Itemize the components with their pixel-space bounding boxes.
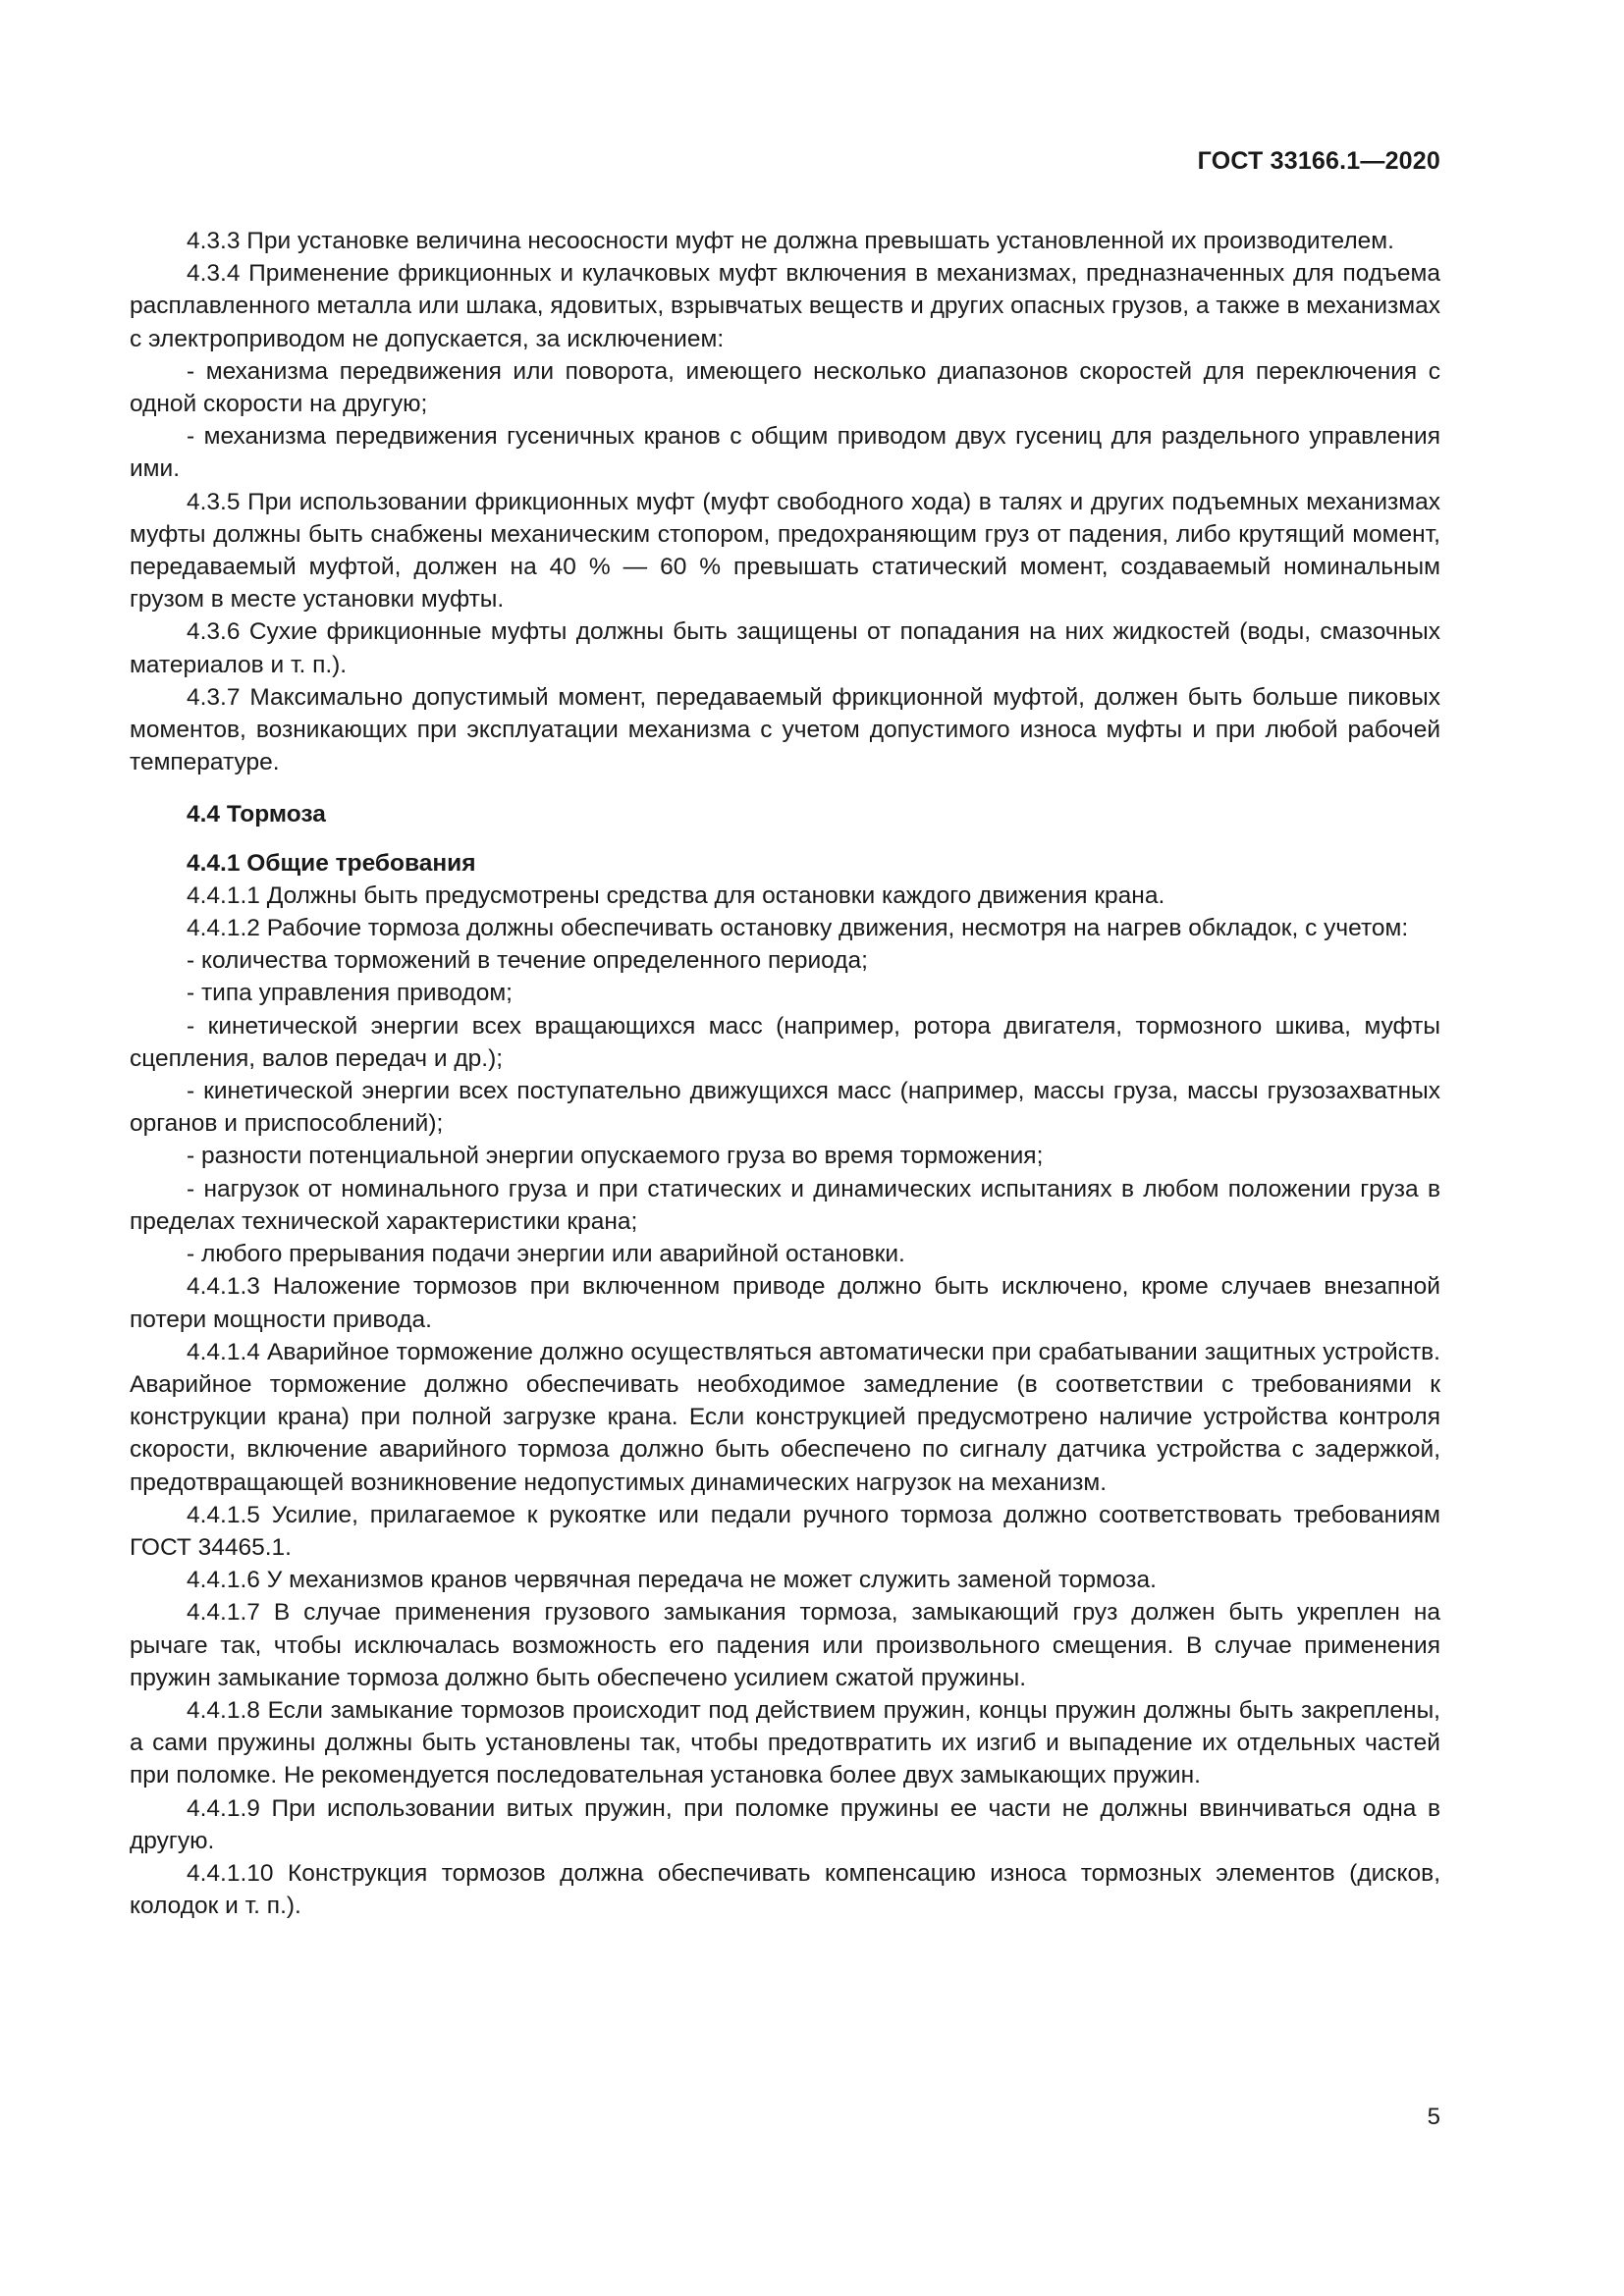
clause-4-4-1-10: 4.4.1.10 Конструкция тормозов должна обеспечивать компенсацию износа тормозных элементов (дисков, колодок и т. п.). xyxy=(130,1859,1440,1920)
section-heading-4-4: 4.4 Тормоза xyxy=(187,801,326,828)
clause-4-4-1-4: 4.4.1.4 Аварийное торможение должно осуществляться автоматически при срабатывании защитных устройств. Аварийное торможение должно обеспечивать необходимое замедление (в соответствии с требованиями к конструкции крана) при полной загрузке крана. Если конструкцией предусмотрено наличие устройства контроля скорости, включение аварийного тормоза должно быть обеспечено по сигналу датчика устройства с задержкой, предотвращающей возникновение недопустимых динамических нагрузок на механизм. xyxy=(130,1338,1440,1496)
page-number: 5 xyxy=(1427,2104,1440,2130)
list-item: - любого прерывания подачи энергии или аварийной остановки. xyxy=(187,1241,905,1268)
list-item: - механизма передвижения гусеничных кранов с общим приводом двух гусениц для раздельного управления ими. xyxy=(130,423,1440,483)
clause-4-3-3: 4.3.3 При установке величина несоосности муфт не должна превышать установленной их производителем. xyxy=(187,228,1394,254)
list-item: - кинетической энергии всех поступательно движущихся масс (например, массы груза, массы грузозахватных органов и приспособлений); xyxy=(130,1078,1440,1138)
clause-4-3-6: 4.3.6 Сухие фрикционные муфты должны быть защищены от попадания на них жидкостей (воды, смазочных материалов и т. п.). xyxy=(130,618,1440,678)
list-item: - типа управления приводом; xyxy=(187,980,513,1007)
list-item: - кинетической энергии всех вращающихся масс (например, ротора двигателя, тормозного шкива, муфты сцепления, валов передач и др.); xyxy=(130,1012,1440,1072)
list-item: - механизма передвижения или поворота, имеющего несколько диапазонов скоростей для переключения с одной скорости на другую; xyxy=(130,357,1440,418)
clause-4-4-1-8: 4.4.1.8 Если замыкание тормозов происходит под действием пружин, концы пружин должны быть закреплены, а сами пружины должны быть установлены так, чтобы предотвратить их изгиб и выпадение их отдельных частей при поломке. Не рекомендуется последовательная установка более двух замыкающих пружин. xyxy=(130,1696,1440,1789)
clause-4-4-1-3: 4.4.1.3 Наложение тормозов при включенном приводе должно быть исключено, кроме случаев внезапной потери мощности привода. xyxy=(130,1273,1440,1333)
clause-4-4-1-2: 4.4.1.2 Рабочие тормоза должны обеспечивать остановку движения, несмотря на нагрев обкладок, с учетом: xyxy=(187,915,1409,942)
document-body xyxy=(130,225,1440,1922)
list-item: - количества торможений в течение определенного периода; xyxy=(187,947,868,975)
clause-4-3-4: 4.3.4 Применение фрикционных и кулачковых муфт включения в механизмах, предназначенных для подъема расплавленного металла или шлака, ядовитых, взрывчатых веществ и других опасных грузов, а также в механизмах с электроприводом не допускается, за исключением: xyxy=(130,260,1440,352)
clause-4-3-7: 4.3.7 Максимально допустимый момент, передаваемый фрикционной муфтой, должен быть больше пиковых моментов, возникающих при эксплуатации механизма с учетом допустимого износа муфты и при любой рабочей температуре. xyxy=(130,683,1440,776)
document-code-header: ГОСТ 33166.1—2020 xyxy=(1197,147,1440,175)
clause-4-4-1-9: 4.4.1.9 При использовании витых пружин, при поломке пружины ее части не должны ввинчиваться одна в другую. xyxy=(130,1794,1440,1854)
list-item: - нагрузок от номинального груза и при статических и динамических испытаниях в любом положении груза в пределах технической характеристики крана; xyxy=(130,1175,1440,1235)
clause-4-3-5: 4.3.5 При использовании фрикционных муфт (муфт свободного хода) в талях и других подъемных механизмах муфты должны быть снабжены механическим стопором, предохраняющим груз от падения, либо крутящий момент, передаваемый муфтой, должен на 40 % — 60 % превышать статический момент, создаваемый номинальным грузом в месте установки муфты. xyxy=(130,488,1440,614)
clause-4-4-1-5: 4.4.1.5 Усилие, прилагаемое к рукоятке или педали ручного тормоза должно соответствовать требованиям ГОСТ 34465.1. xyxy=(130,1501,1440,1561)
subsection-heading-4-4-1: 4.4.1 Общие требования xyxy=(187,849,476,877)
clause-4-4-1-1: 4.4.1.1 Должны быть предусмотрены средства для остановки каждого движения крана. xyxy=(187,881,1165,909)
clause-4-4-1-7: 4.4.1.7 В случае применения грузового замыкания тормоза, замыкающий груз должен быть укреплен на рычаге так, чтобы исключалась возможность его падения или произвольного смещения. В случае применения пружин замыкание тормоза должно быть обеспечено усилием сжатой пружины. xyxy=(130,1599,1440,1691)
clause-4-4-1-6: 4.4.1.6 У механизмов кранов червячная передача не может служить заменой тормоза. xyxy=(187,1567,1157,1594)
list-item: - разности потенциальной энергии опускаемого груза во время торможения; xyxy=(187,1143,1044,1170)
